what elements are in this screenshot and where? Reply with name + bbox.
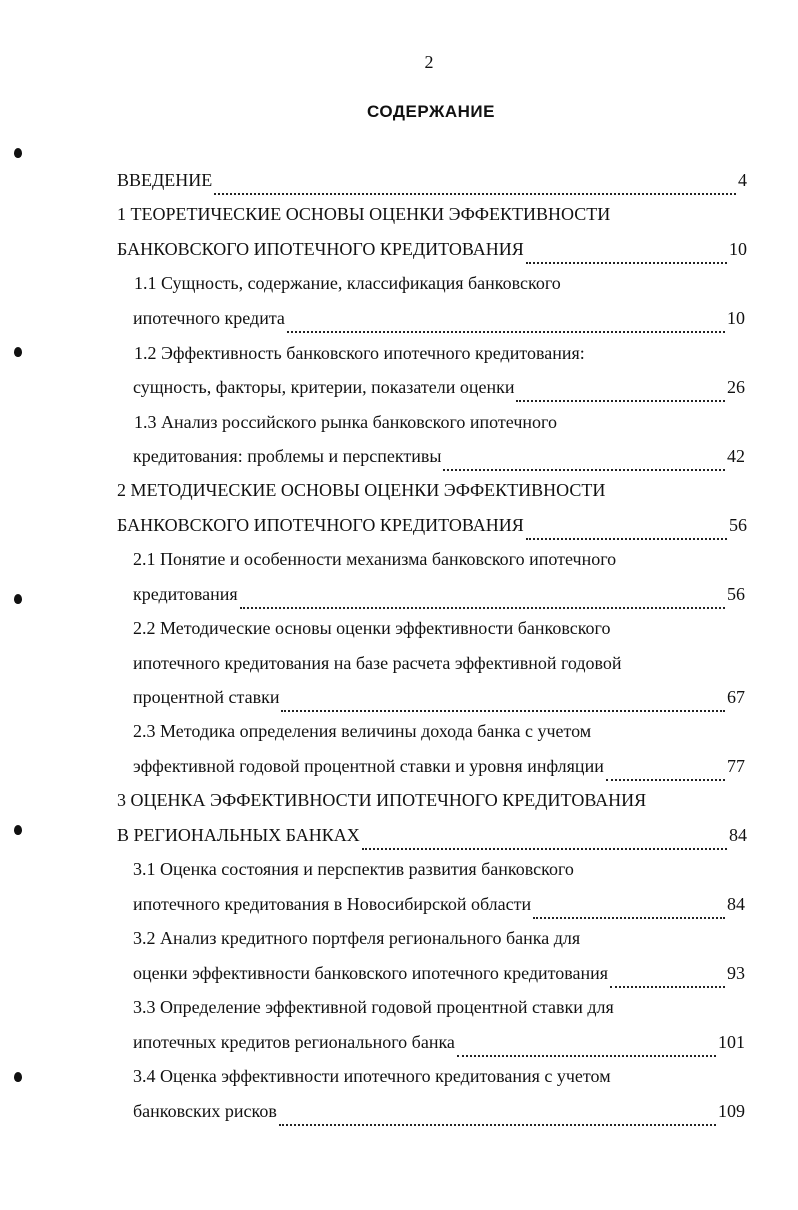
toc-entry-section-1-3: 1.3 Анализ российского рынка банковского ипотечного bbox=[134, 412, 557, 432]
toc-page-number: 101 bbox=[718, 1032, 745, 1052]
toc-page-number: 84 bbox=[727, 894, 745, 914]
toc-entry-section-2-2-cont2: процентной ставки 67 bbox=[133, 687, 745, 721]
toc-entry-chapter-2: 2 МЕТОДИЧЕСКИЕ ОСНОВЫ ОЦЕНКИ ЭФФЕКТИВНОСТИ bbox=[117, 480, 606, 500]
toc-entry-section-1-2: 1.2 Эффективность банковского ипотечного кредитования: bbox=[134, 343, 585, 363]
binder-hole-mark bbox=[14, 825, 22, 835]
toc-entry-section-2-3-cont: эффективной годовой процентной ставки и уровня инфляции 77 bbox=[133, 756, 745, 790]
toc-page-number: 10 bbox=[729, 239, 747, 259]
toc-page-number: 84 bbox=[729, 825, 747, 845]
toc-entry-chapter-1-cont: БАНКОВСКОГО ИПОТЕЧНОГО КРЕДИТОВАНИЯ 10 bbox=[117, 239, 747, 273]
binder-hole-mark bbox=[14, 148, 22, 158]
toc-page-number: 4 bbox=[738, 170, 747, 190]
binder-hole-mark bbox=[14, 1072, 22, 1082]
toc-page-number: 67 bbox=[727, 687, 745, 707]
toc-entry-section-3-4: 3.4 Оценка эффективности ипотечного кредитования с учетом bbox=[133, 1066, 611, 1086]
toc-entry-section-3-1-cont: ипотечного кредитования в Новосибирской области 84 bbox=[133, 894, 745, 928]
page-number: 2 bbox=[424, 52, 434, 72]
toc-page-number: 109 bbox=[718, 1101, 745, 1121]
toc-entry-section-1-2-cont: сущность, факторы, критерии, показатели оценки 26 bbox=[133, 377, 745, 411]
toc-entry-section-2-3: 2.3 Методика определения величины дохода банка с учетом bbox=[133, 721, 592, 741]
toc-page-number: 77 bbox=[727, 756, 745, 776]
toc-entry-chapter-2-cont: БАНКОВСКОГО ИПОТЕЧНОГО КРЕДИТОВАНИЯ 56 bbox=[117, 515, 747, 549]
binder-hole-mark bbox=[14, 347, 22, 357]
toc-entry-section-3-2: 3.2 Анализ кредитного портфеля регионального банка для bbox=[133, 928, 581, 948]
toc-page-number: 42 bbox=[727, 446, 745, 466]
toc-entry-section-3-2-cont: оценки эффективности банковского ипотечного кредитования 93 bbox=[133, 963, 745, 997]
toc-entry-section-2-2-cont: ипотечного кредитования на базе расчета эффективной годовой bbox=[133, 653, 622, 673]
toc-entry-section-2-1-cont: кредитования 56 bbox=[133, 584, 745, 618]
toc-entry-section-2-2: 2.2 Методические основы оценки эффективности банковского bbox=[133, 618, 611, 638]
toc-entry-section-3-3-cont: ипотечных кредитов регионального банка 101 bbox=[133, 1032, 745, 1066]
toc-entry-section-3-1: 3.1 Оценка состояния и перспектив развития банковского bbox=[133, 859, 574, 879]
toc-entry-chapter-3-cont: В РЕГИОНАЛЬНЫХ БАНКАХ 84 bbox=[117, 825, 747, 859]
toc-entry-section-3-3: 3.3 Определение эффективной годовой процентной ставки для bbox=[133, 997, 614, 1017]
toc-entry-chapter-3: 3 ОЦЕНКА ЭФФЕКТИВНОСТИ ИПОТЕЧНОГО КРЕДИТОВАНИЯ bbox=[117, 790, 647, 810]
toc-entry-introduction: ВВЕДЕНИЕ 4 bbox=[117, 170, 747, 204]
toc-page-number: 10 bbox=[727, 308, 745, 328]
toc-entry-section-1-1-cont: ипотечного кредита 10 bbox=[133, 308, 745, 342]
toc-page-number: 56 bbox=[727, 584, 745, 604]
toc-page-number: 93 bbox=[727, 963, 745, 983]
toc-entry-section-2-1: 2.1 Понятие и особенности механизма банковского ипотечного bbox=[133, 549, 617, 569]
page-title: СОДЕРЖАНИЕ bbox=[367, 102, 495, 121]
toc-entry-section-1-3-cont: кредитования: проблемы и перспективы 42 bbox=[133, 446, 745, 480]
toc-entry-section-3-4-cont: банковских рисков 109 bbox=[133, 1101, 745, 1135]
binder-hole-mark bbox=[14, 594, 22, 604]
toc-page-number: 26 bbox=[727, 377, 745, 397]
toc-entry-chapter-1: 1 ТЕОРЕТИЧЕСКИЕ ОСНОВЫ ОЦЕНКИ ЭФФЕКТИВНОСТИ bbox=[117, 204, 611, 224]
toc-page-number: 56 bbox=[729, 515, 747, 535]
toc-entry-section-1-1: 1.1 Сущность, содержание, классификация банковского bbox=[134, 273, 561, 293]
